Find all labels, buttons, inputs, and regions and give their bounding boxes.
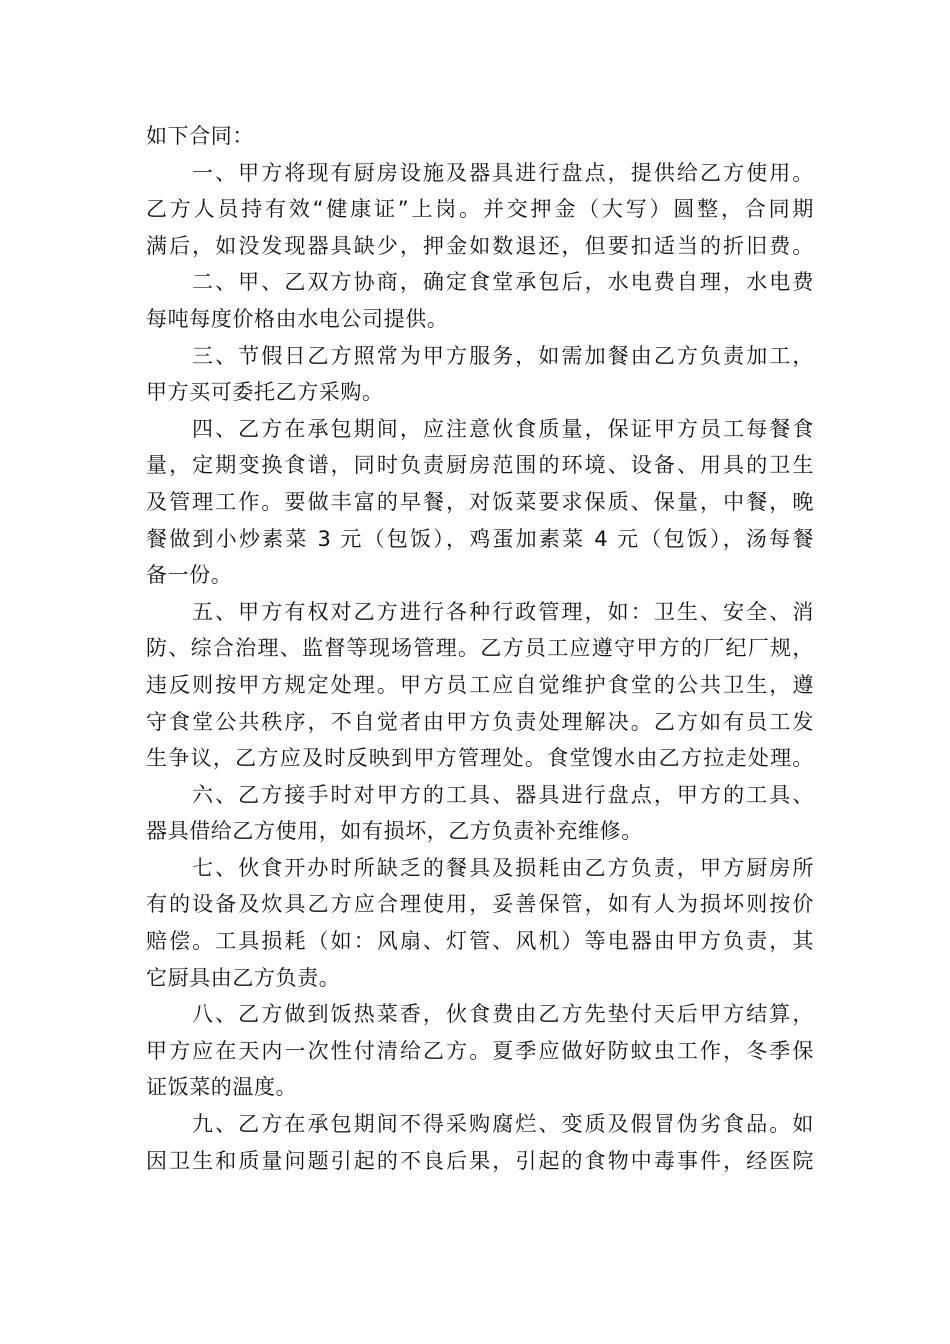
- text-line: 每吨每度价格由水电公司提供。: [146, 306, 449, 331]
- text-line: 因卫生和质量问题引起的不良后果，引起的食物中毒事件，经医院: [146, 1148, 814, 1173]
- text-line: 满后，如没发现器具缺少，押金如数退还，但要扣适当的折旧费。: [146, 233, 814, 258]
- text-line: 七、伙食开办时所缺乏的餐具及损耗由乙方负责，甲方厨房所: [192, 855, 814, 880]
- text-line: 一、甲方将现有厨房设施及器具进行盘点，提供给乙方使用。: [192, 160, 814, 185]
- text-line: 九、乙方在承包期间不得采购腐烂、变质及假冒伪劣食品。如: [192, 1112, 814, 1137]
- text-line: 八、乙方做到饭热菜香，伙食费由乙方先垫付天后甲方结算，: [192, 1002, 814, 1027]
- text-line: 三、节假日乙方照常为甲方服务，如需加餐由乙方负责加工，: [192, 343, 814, 368]
- text-line: 餐做到小炒素菜 3 元（包饭），鸡蛋加素菜 4 元（包饭），汤每餐: [146, 526, 814, 551]
- text-line: 守食堂公共秩序，不自觉者由甲方负责处理解决。乙方如有员工发: [146, 709, 814, 734]
- contract-body-text: [146, 118, 814, 1179]
- text-line: 有的设备及炊具乙方应合理使用，妥善保管，如有人为损坏则按价: [146, 892, 814, 917]
- text-line: 备一份。: [146, 563, 233, 588]
- text-line: 生争议，乙方应及时反映到甲方管理处。食堂馊水由乙方拉走处理。: [146, 746, 814, 771]
- text-line: 器具借给乙方使用，如有损坏，乙方负责补充维修。: [146, 819, 643, 844]
- text-line: 如下合同：: [146, 124, 254, 148]
- text-line: 甲方应在天内一次性付清给乙方。夏季应做好防蚊虫工作，冬季保: [146, 1038, 814, 1063]
- text-line: 它厨具由乙方负责。: [146, 965, 341, 990]
- text-line: 乙方人员持有效“健康证”上岗。并交押金（大写）圆整，合同期: [146, 197, 814, 222]
- text-line: 六、乙方接手时对甲方的工具、器具进行盘点，甲方的工具、: [192, 782, 814, 807]
- text-line: 防、综合治理、监督等现场管理。乙方员工应遵守甲方的厂纪厂规，: [146, 636, 814, 661]
- text-line: 二、甲、乙双方协商，确定食堂承包后，水电费自理，水电费: [192, 270, 814, 295]
- text-line: 及管理工作。要做丰富的早餐，对饭菜要求保质、保量，中餐，晚: [146, 489, 814, 514]
- text-line: 四、乙方在承包期间，应注意伙食质量，保证甲方员工每餐食: [192, 416, 814, 441]
- text-line: 赔偿。工具损耗（如：风扇、灯管、风机）等电器由甲方负责，其: [146, 929, 814, 954]
- text-line: 甲方买可委托乙方采购。: [146, 380, 384, 405]
- text-line: 五、甲方有权对乙方进行各种行政管理，如：卫生、安全、消: [192, 599, 814, 624]
- text-line: 证饭菜的温度。: [146, 1075, 298, 1100]
- text-line: 违反则按甲方规定处理。甲方员工应自觉维护食堂的公共卫生，遵: [146, 672, 814, 697]
- text-line: 量，定期变换食谱，同时负责厨房范围的环境、设备、用具的卫生: [146, 453, 814, 478]
